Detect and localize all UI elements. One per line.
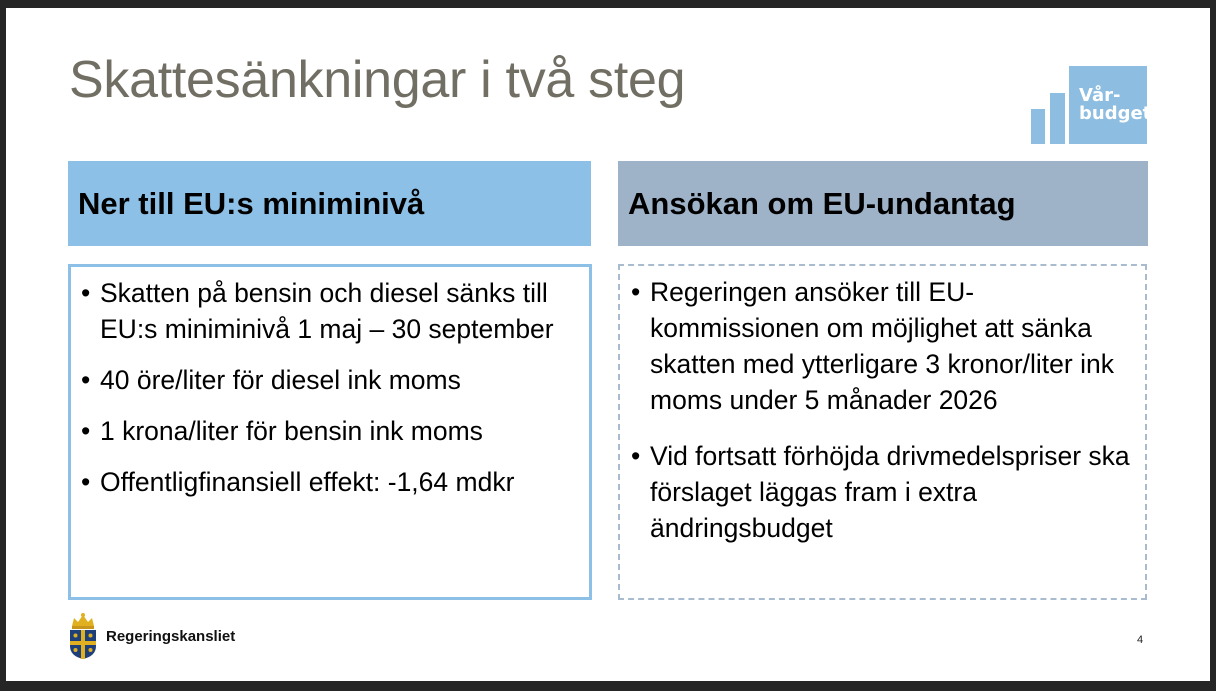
bullet-item: • 40 öre/liter för diesel ink moms	[81, 362, 579, 398]
slide-title: Skattesänkningar i två steg	[69, 51, 686, 109]
logo-bar-medium	[1050, 93, 1065, 144]
regeringskansliet-logo	[68, 612, 235, 660]
slide	[6, 8, 1210, 681]
right-column-box	[618, 264, 1147, 600]
logo-text-line2: budget	[1079, 103, 1152, 124]
logo-bar-small	[1031, 109, 1045, 144]
bullet-item: • 1 krona/liter för bensin ink moms	[81, 413, 579, 449]
left-column-header: Ner till EU:s miniminivå	[68, 161, 591, 246]
bullet-item: • Skatten på bensin och diesel sänks till EU:s miniminivå 1 maj – 30 september	[81, 275, 579, 347]
swedish-coat-of-arms-icon	[68, 612, 98, 660]
left-column-box	[68, 264, 592, 600]
right-bullet-list	[631, 274, 1137, 546]
right-column-header: Ansökan om EU-undantag	[618, 161, 1148, 246]
organization-name: Regeringskansliet	[106, 627, 236, 645]
bullet-item: • Offentligfinansiell effekt: -1,64 mdkr	[81, 464, 579, 500]
bullet-item: • Regeringen ansöker till EU-kommissionen om möjlighet att sänka skatten med ytterligare 3 kronor/liter ink moms under 5 månader 2026	[631, 274, 1137, 418]
varbudget-logo	[1031, 66, 1152, 144]
page-number: 4	[1137, 634, 1144, 646]
left-bullet-list	[81, 275, 579, 500]
logo-bar-large	[1069, 66, 1152, 144]
logo-text-line1: Vår-	[1079, 85, 1121, 106]
bullet-item: • Vid fortsatt förhöjda drivmedelspriser ska förslaget läggas fram i extra ändringsbudget	[631, 438, 1137, 546]
